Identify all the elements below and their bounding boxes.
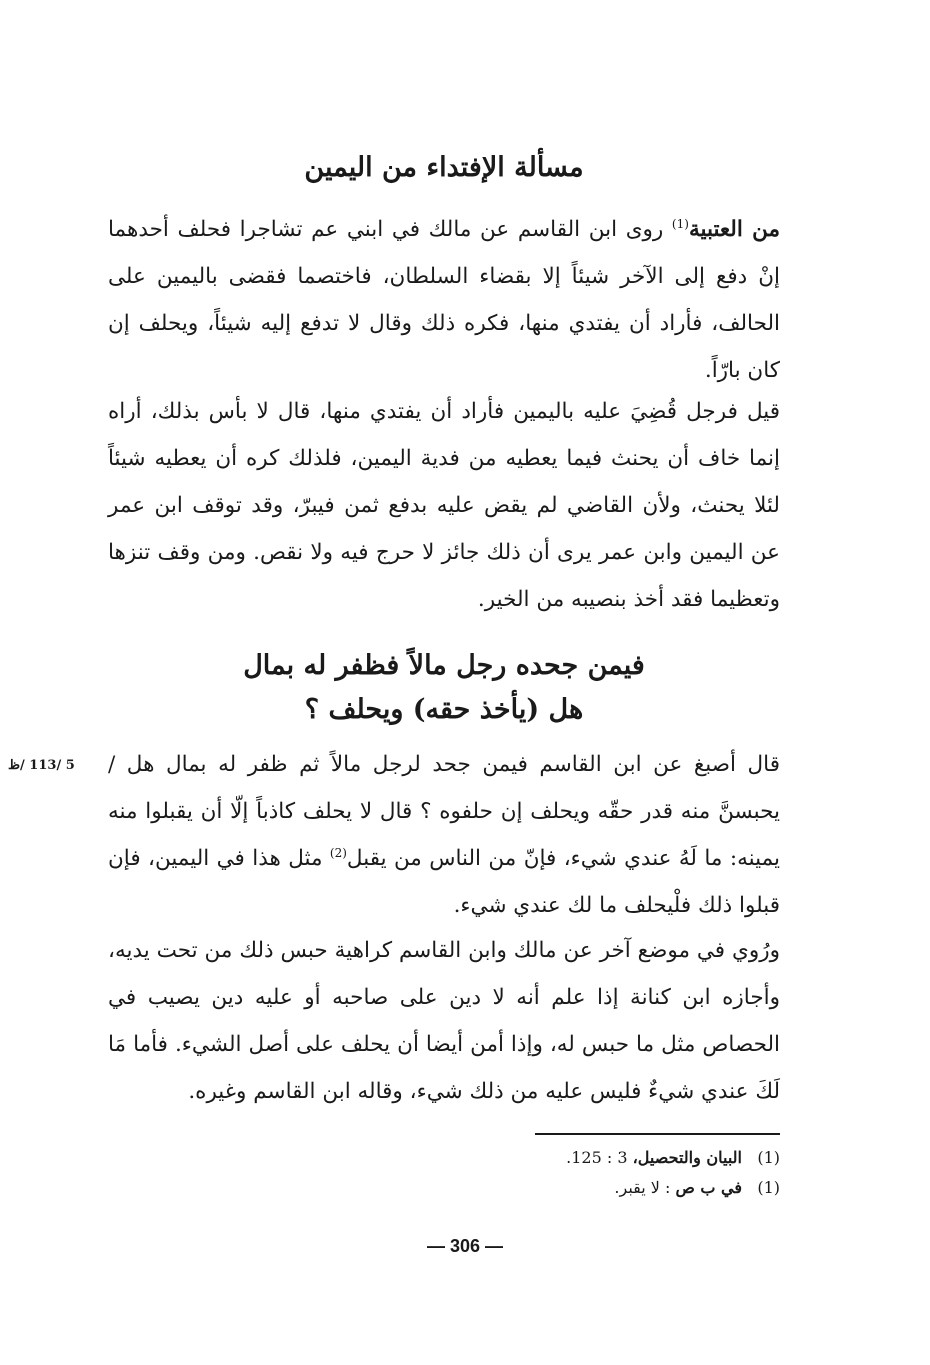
paragraph-other-narration: ورُوي في موضع آخر عن مالك وابن القاسم كراهية حبس ذلك من تحت يديه، وأجازه ابن كنانة إذا علم أنه لا دين على صاحبه أو عليه دين يصيب في الحصاص مثل ما حبس له، وإذا أمن أيضا أن يحلف على أصل الشيء. فأما مَا لَكَ عندي شيءٌ فليس عليه من ذلك شيء، وقاله ابن القاسم وغيره. xyxy=(108,938,780,1104)
paragraph-ruling: قيل فرجل قُضِيَ عليه باليمين فأراد أن يفتدي منها، قال لا بأس بذلك، أراه إنما خاف أن يحنث فيما يعطيه من فدية اليمين، فلذلك كره أن يعطيه شيئاً لئلا يحنث، ولأن القاضي لم يقض عليه بدفع ثمن فيبرّ، وقد توقف ابن عمر عن اليمين وابن عمر يرى أن ذلك جائز لا حرج فيه ولا نقص. ومن وقف تنزها وتعظيما فقد أخذ بنصيبه من الخير. xyxy=(108,399,780,612)
paragraph-text: قال أصبغ عن ابن القاسم فيمن جحد لرجل مالاً ثم ظفر له بمال هل / يحبسنَّ منه قدر حقّه ويحلف إن حلفوه ؟ قال لا يحلف كاذباً إلّا أن يقبلوا منه يمينه: ما لَهُ عندي شيء، فإنّ من الناس من يقبل xyxy=(108,752,780,871)
paragraph-text: روى ابن القاسم عن مالك في ابني عم تشاجرا فحلف أحدهما إنْ دفع إلى الآخر شيئاً إلا بقضاء السلطان، فاختصما فقضى باليمين على الحالف، فأراد أن يفتدي منها، فكره ذلك وقال لا تدفع إليه شيئاً، ويحلف إن كان بارّاً. xyxy=(108,217,780,383)
source-name: من العتبية xyxy=(688,217,780,242)
footnotes xyxy=(480,1143,780,1203)
heading-line-1: فيمن جحده رجل مالاً فظفر له بمال xyxy=(243,650,645,681)
section-heading-ransom: مسألة الإفتداء من اليمين xyxy=(304,152,584,183)
footnote-mark-2: (2) xyxy=(329,845,347,860)
footnote-number: (1) xyxy=(757,1178,780,1197)
footnote-mark-1: (1) xyxy=(671,216,689,231)
page-number: — 306 — xyxy=(426,1236,504,1256)
footnote-item xyxy=(480,1143,780,1173)
footnote-source: في ب ص xyxy=(675,1178,742,1197)
margin-folio-reference: 5 /113 /ظ xyxy=(8,758,75,773)
section-heading-denial xyxy=(108,644,780,732)
heading-line-2: هل (يأخذ حقه) ويحلف ؟ xyxy=(304,694,584,725)
paragraph-text-end: مثل هذا في اليمين، فإن قبلوا ذلك فلْيحلف ما لك عندي شيء. xyxy=(108,846,780,918)
footnote-divider xyxy=(535,1133,780,1135)
footnote-text: 3 : 125. xyxy=(566,1148,633,1167)
footnote-text: : لا يقبر. xyxy=(614,1178,676,1197)
paragraph-asbagh xyxy=(108,741,780,929)
footnote-number: (1) xyxy=(757,1148,780,1167)
footnote-source: البيان والتحصيل، xyxy=(632,1148,742,1167)
footnote-item xyxy=(480,1173,780,1203)
paragraph-utbiyya xyxy=(108,206,780,394)
